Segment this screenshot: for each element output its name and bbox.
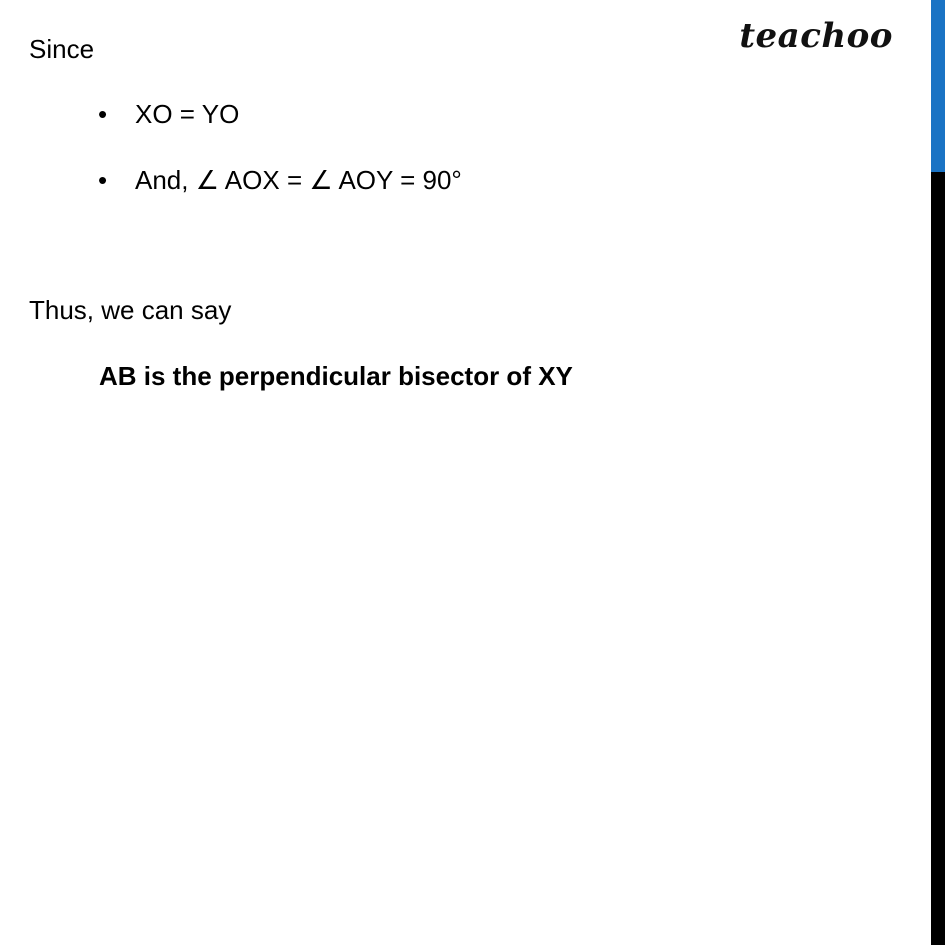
bullet-text: And, ∠ AOX = ∠ AOY = 90° [135, 165, 462, 195]
side-bar [931, 0, 945, 945]
side-bar-accent [931, 0, 945, 172]
bullet-item [98, 164, 462, 196]
conclusion-text: AB is the perpendicular bisector of XY [99, 361, 573, 391]
teachoo-logo: teachoo [739, 16, 893, 56]
intro-text: Since [29, 34, 95, 64]
bullet-item [98, 98, 239, 130]
lead-text: Thus, we can say [29, 295, 232, 325]
bullet-marker: • [98, 165, 108, 195]
bullet-marker: • [98, 99, 108, 129]
bullet-text: XO = YO [135, 99, 240, 129]
